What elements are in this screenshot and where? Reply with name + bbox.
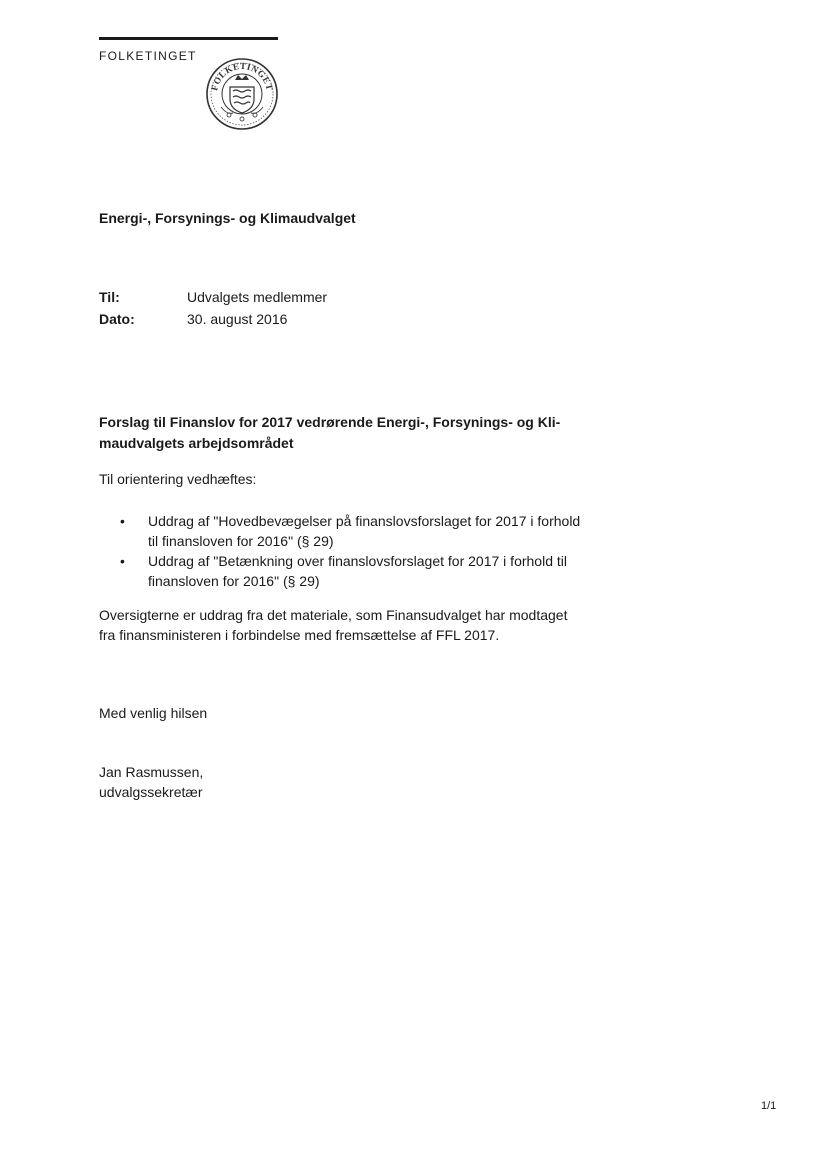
parliament-seal-icon (205, 57, 279, 131)
attachment-list (120, 511, 590, 591)
summary-text (99, 605, 567, 645)
seal-text: FOLKETINGET (209, 60, 275, 92)
committee-name: Energi-, Forsynings- og Klimaudvalget (99, 210, 356, 226)
to-value: Udvalgets medlemmer (187, 289, 328, 305)
list-item (120, 511, 590, 551)
signature-name: Jan Rasmussen, (99, 764, 204, 780)
signature-title: udvalgssekretær (99, 784, 203, 800)
to-label: Til: (99, 289, 120, 305)
list-item (120, 551, 590, 591)
list-item-line: finansloven for 2016" (§ 29) (148, 573, 320, 589)
intro-text: Til orientering vedhæftes: (99, 471, 257, 487)
list-item-line: til finansloven for 2016" (§ 29) (148, 533, 334, 549)
org-name: FOLKETINGET (99, 49, 197, 63)
list-item-line: Uddrag af "Hovedbevægelser på finanslovsforslaget for 2017 i forhold (148, 513, 581, 529)
list-item-line: Uddrag af "Betænkning over finanslovsforslaget for 2017 i forhold til (148, 553, 567, 569)
subject-heading (99, 412, 569, 454)
header-rule (99, 37, 278, 40)
bullet-icon: • (120, 553, 125, 569)
subject-line: maudvalgets arbejdsområdet (99, 435, 294, 451)
date-value: 30. august 2016 (187, 311, 288, 327)
summary-line: Oversigterne er uddrag fra det materiale, som Finansudvalget har modtaget (99, 607, 568, 623)
date-label: Dato: (99, 311, 135, 327)
summary-line: fra finansministeren i forbindelse med fremsættelse af FFL 2017. (99, 627, 500, 643)
subject-line: Forslag til Finanslov for 2017 vedrørende Energi-, Forsynings- og Kli- (99, 414, 561, 430)
bullet-icon: • (120, 513, 125, 529)
closing-text: Med venlig hilsen (99, 705, 208, 721)
signature (99, 762, 203, 802)
page-number: 1/1 (761, 1100, 777, 1112)
